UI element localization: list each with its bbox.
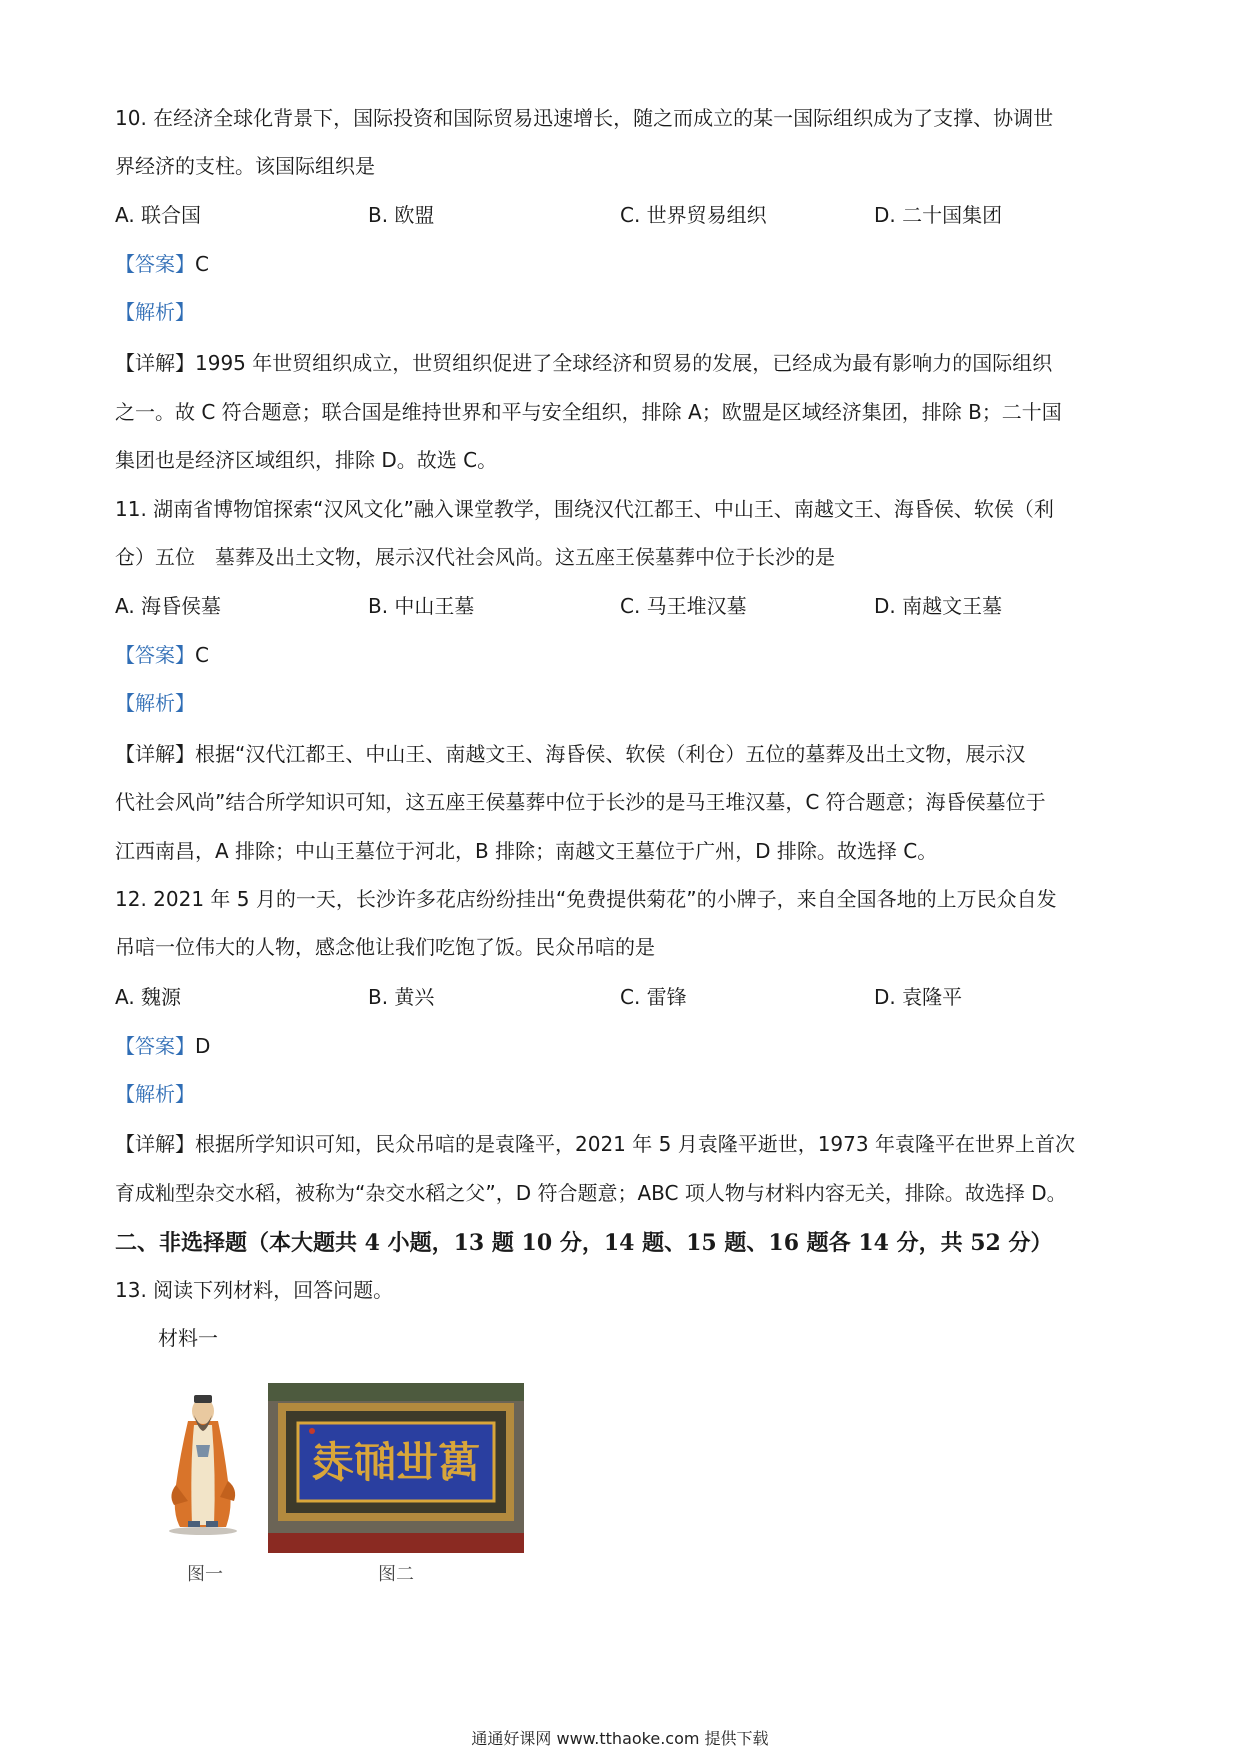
section-heading: 二、非选择题（本大题共 4 小题，13 题 10 分，14 题、15 题、16 题各 14 分，共 52 分）: [115, 1230, 1053, 1256]
q12-option-a: A. 魏源: [115, 985, 182, 1009]
q12-option-b: B. 黄兴: [368, 985, 435, 1009]
q11-stem-line2: 仓）五位 墓葬及出土文物，展示汉代社会风尚。这五座王侯墓葬中位于长沙的是: [115, 545, 835, 569]
q12-option-c: C. 雷锋: [620, 985, 687, 1009]
q10-option-d: D. 二十国集团: [874, 203, 1003, 227]
detail-tag: 【详解】: [115, 351, 195, 375]
q11-answer: [115, 641, 209, 669]
answer-value: D: [195, 1034, 211, 1058]
q12-detail-line2: 育成籼型杂交水稻，被称为“杂交水稻之父”，D 符合题意；ABC 项人物与材料内容无关，排除。故选择 D。: [115, 1181, 1067, 1205]
q12-stem-line1: 12. 2021 年 5 月的一天，长沙许多花店纷纷挂出“免费提供菊花”的小牌子，来自全国各地的上万民众自发: [115, 887, 1057, 911]
q12-answer: [115, 1032, 210, 1060]
answer-tag: 【答案】: [115, 643, 195, 667]
detail-tag: 【详解】: [115, 742, 195, 766]
q11-option-a: A. 海昏侯墓: [115, 594, 222, 618]
confucius-figure: [158, 1385, 248, 1535]
q11-option-c: C. 马王堆汉墓: [620, 594, 747, 618]
q10-detail-line2: 之一。故 C 符合题意；联合国是维持世界和平与安全组织，排除 A；欧盟是区域经济集团，排除 B；二十国: [115, 400, 1062, 424]
q10-stem-line2: 界经济的支柱。该国际组织是: [115, 154, 375, 178]
plaque-image: [268, 1383, 524, 1553]
q12-detail-line1: [115, 1130, 1075, 1158]
detail-tag: 【详解】: [115, 1132, 195, 1156]
footer-text: 通通好课网 www.tthaoke.com 提供下载: [471, 1729, 769, 1748]
q10-detail-line3: 集团也是经济区域组织，排除 D。故选 C。: [115, 448, 498, 472]
q10-stem-line1: 10. 在经济全球化背景下，国际投资和国际贸易迅速增长，随之而成立的某一国际组织成为了支撑、协调世: [115, 106, 1054, 130]
q10-detail-line1: [115, 349, 1052, 377]
answer-value: C: [195, 643, 209, 667]
detail-text: 根据“汉代江都王、中山王、南越文王、海昏侯、软侯（利仓）五位的墓葬及出土文物，展示汉: [195, 742, 1026, 766]
q11-option-d: D. 南越文王墓: [874, 594, 1003, 618]
fig1-caption: 图一: [187, 1564, 223, 1585]
detail-text: 1995 年世贸组织成立，世贸组织促进了全球经济和贸易的发展，已经成为最有影响力的国际组织: [195, 351, 1053, 375]
q11-analysis-tag: 【解析】: [115, 691, 195, 715]
q10-option-a: A. 联合国: [115, 203, 202, 227]
q11-detail-line1: [115, 740, 1025, 768]
q11-stem-line1: 11. 湖南省博物馆探索“汉风文化”融入课堂教学，围绕汉代江都王、中山王、南越文王、海昏侯、软侯（利: [115, 497, 1054, 521]
q12-analysis-tag: 【解析】: [115, 1082, 195, 1106]
q11-detail-line2: 代社会风尚”结合所学知识可知，这五座王侯墓葬中位于长沙的是马王堆汉墓，C 符合题意；海昏侯墓位于: [115, 790, 1046, 814]
detail-text: 根据所学知识可知，民众吊唁的是袁隆平，2021 年 5 月袁隆平逝世，1973 年袁隆平在世界上首次: [195, 1132, 1075, 1156]
q10-analysis-tag: 【解析】: [115, 300, 195, 324]
q13-stem: 13. 阅读下列材料，回答问题。: [115, 1278, 394, 1302]
q10-option-c: C. 世界贸易组织: [620, 203, 767, 227]
answer-value: C: [195, 252, 209, 276]
q11-option-b: B. 中山王墓: [368, 594, 475, 618]
fig2-caption: 图二: [378, 1564, 414, 1585]
q12-option-d: D. 袁隆平: [874, 985, 963, 1009]
plaque-text: 萬世師表: [311, 1438, 481, 1487]
answer-tag: 【答案】: [115, 252, 195, 276]
answer-tag: 【答案】: [115, 1034, 195, 1058]
q11-detail-line3: 江西南昌，A 排除；中山王墓位于河北，B 排除；南越文王墓位于广州，D 排除。故选择 C。: [115, 839, 938, 863]
q10-option-b: B. 欧盟: [368, 203, 435, 227]
q12-stem-line2: 吊唁一位伟大的人物，感念他让我们吃饱了饭。民众吊唁的是: [115, 935, 655, 959]
material-label: 材料一: [158, 1326, 218, 1350]
q10-answer: [115, 250, 209, 278]
